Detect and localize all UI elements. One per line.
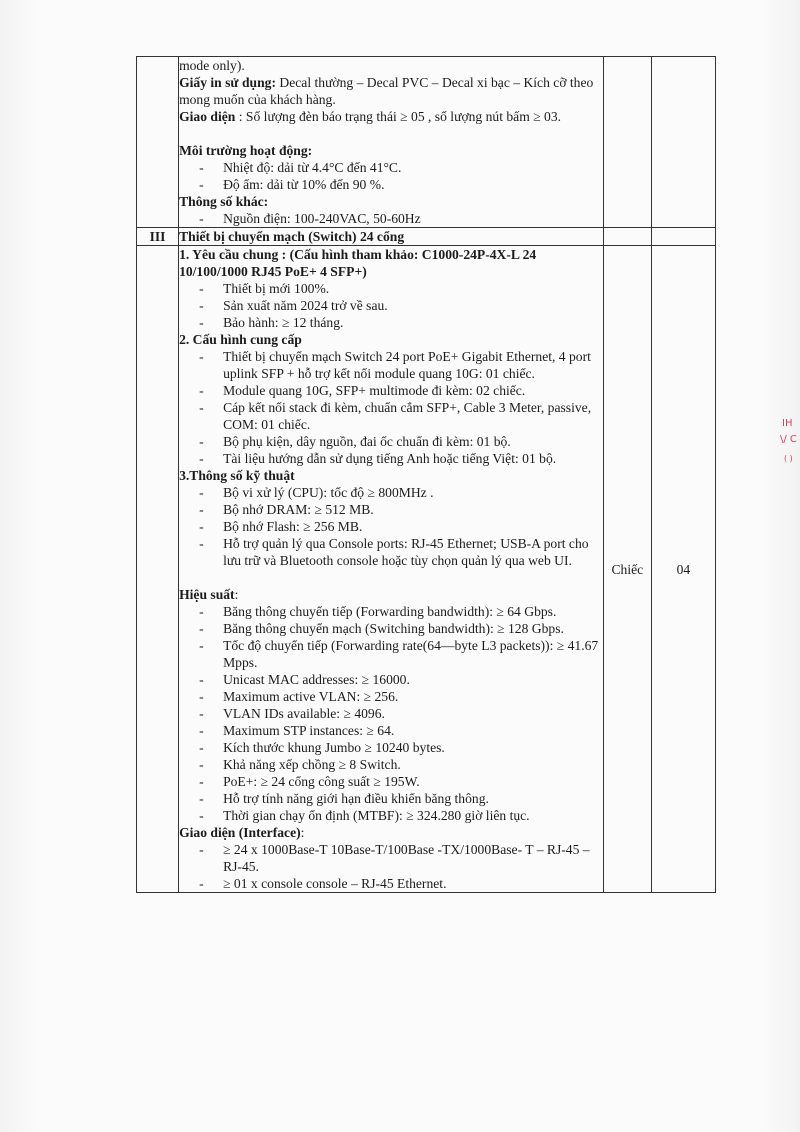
iface-title: Giao diện (Interface)	[179, 825, 301, 840]
spec-table	[136, 56, 716, 893]
list-item: - Băng thông chuyển mạch (Switching bandwidth): ≥ 128 Gbps.	[199, 620, 603, 637]
spec-list	[179, 484, 603, 569]
list-item: - Bộ phụ kiện, dây nguồn, đai ốc chuẩn đi kèm: 01 bộ.	[199, 433, 603, 450]
margin-mark: ( )	[784, 454, 793, 463]
other-list	[179, 210, 603, 227]
list-item: - ≥ 24 x 1000Base-T 10Base-T/100Base -TX/1000Base- T – RJ-45 – RJ-45.	[199, 841, 603, 875]
supply-title: 2. Cấu hình cung cấp	[179, 332, 302, 347]
list-item: - Tài liệu hướng dẫn sử dụng tiếng Anh hoặc tiếng Việt: 01 bộ.	[199, 450, 603, 467]
list-item: - Hỗ trợ quản lý qua Console ports: RJ-45 Ethernet; USB-A port cho lưu trữ và Bluetooth console hoặc tùy chọn quản lý qua web UI.	[199, 535, 603, 569]
header-unit-empty	[603, 228, 651, 246]
section-body-row	[137, 246, 716, 893]
table-row-previous-item	[137, 57, 716, 228]
list-item: - Sản xuất năm 2024 trở về sau.	[199, 297, 603, 314]
paper-text: Decal thường – Decal PVC – Decal xi bạc – Kích cỡ theo mong muốn của khách hàng.	[179, 75, 594, 107]
list-item: - Cáp kết nối stack đi kèm, chuẩn cắm SFP+, Cable 3 Meter, passive, COM: 01 chiếc.	[199, 399, 603, 433]
general-title: 1. Yêu cầu chung : (Cấu hình tham khảo: C1000-24P-4X-L 24 10/100/1000 RJ45 PoE+ 4 SFP+)	[179, 247, 537, 279]
general-list	[179, 280, 603, 331]
list-item: - Độ ẩm: dải từ 10% đến 90 %.	[199, 176, 603, 193]
list-item: - Thiết bị mới 100%.	[199, 280, 603, 297]
header-qty-empty	[651, 228, 715, 246]
iface-colon: :	[300, 825, 305, 840]
list-item: - Bộ nhớ DRAM: ≥ 512 MB.	[199, 501, 603, 518]
qty-cell-empty	[651, 57, 715, 228]
switch-description	[179, 246, 604, 893]
list-item: - Nguồn điện: 100-240VAC, 50-60Hz	[199, 210, 603, 227]
margin-stamp-marks	[772, 362, 800, 502]
list-item: - Kích thước khung Jumbo ≥ 10240 bytes.	[199, 739, 603, 756]
margin-mark: IH	[782, 418, 793, 429]
list-item: - Thời gian chạy ổn định (MTBF): ≥ 324.280 giờ liên tục.	[199, 807, 603, 824]
list-item: - Nhiệt độ: dải từ 4.4°C đến 41°C.	[199, 159, 603, 176]
list-item: - Maximum STP instances: ≥ 64.	[199, 722, 603, 739]
perf-list	[179, 603, 603, 824]
other-title: Thông số khác:	[179, 194, 269, 209]
perf-colon: :	[234, 587, 239, 602]
list-item: - Khả năng xếp chồng ≥ 8 Switch.	[199, 756, 603, 773]
unit-cell-empty	[603, 57, 651, 228]
interface-text: : Số lượng đèn báo trạng thái ≥ 05 , số lượng nút bấm ≥ 03.	[235, 109, 562, 124]
list-item: - Bảo hành: ≥ 12 tháng.	[199, 314, 603, 331]
paper-label: Giấy in sử dụng:	[179, 75, 276, 90]
section-index: III	[137, 228, 179, 246]
list-item: - Bộ nhớ Flash: ≥ 256 MB.	[199, 518, 603, 535]
list-item: - Unicast MAC addresses: ≥ 16000.	[199, 671, 603, 688]
list-item: - PoE+: ≥ 24 cổng công suất ≥ 195W.	[199, 773, 603, 790]
margin-mark: \/ C	[780, 434, 797, 445]
section-title: Thiết bị chuyển mạch (Switch) 24 cổng	[179, 228, 604, 246]
list-item: - Tốc độ chuyển tiếp (Forwarding rate(64—byte L3 packets)): ≥ 41.67 Mpps.	[199, 637, 603, 671]
list-item: - ≥ 01 x console console – RJ-45 Ethernet.	[199, 875, 603, 892]
iface-list	[179, 841, 603, 892]
list-item: - Maximum active VLAN: ≥ 256.	[199, 688, 603, 705]
quantity-cell: 04	[651, 246, 715, 893]
index-cell-empty	[137, 246, 179, 893]
previous-item-description	[179, 57, 604, 228]
perf-title: Hiệu suất	[179, 587, 235, 602]
supply-list	[179, 348, 603, 467]
text-line: mode only).	[179, 58, 245, 73]
list-item: - Hỗ trợ tính năng giới hạn điều khiển băng thông.	[199, 790, 603, 807]
env-list	[179, 159, 603, 193]
list-item: - Bộ vi xử lý (CPU): tốc độ ≥ 800MHz .	[199, 484, 603, 501]
list-item: - Module quang 10G, SFP+ multimode đi kèm: 02 chiếc.	[199, 382, 603, 399]
list-item: - Thiết bị chuyển mạch Switch 24 port PoE+ Gigabit Ethernet, 4 port uplink SFP + hỗ trợ kết nối module quang 10G: 01 chiếc.	[199, 348, 603, 382]
list-item: - Băng thông chuyển tiếp (Forwarding bandwidth): ≥ 64 Gbps.	[199, 603, 603, 620]
spec-title: 3.Thông số kỹ thuật	[179, 468, 295, 483]
env-title: Môi trường hoạt động:	[179, 143, 313, 158]
interface-label: Giao diện	[179, 109, 236, 124]
unit-cell: Chiếc	[603, 246, 651, 893]
index-cell-empty	[137, 57, 179, 228]
list-item: - VLAN IDs available: ≥ 4096.	[199, 705, 603, 722]
section-header-row	[137, 228, 716, 246]
